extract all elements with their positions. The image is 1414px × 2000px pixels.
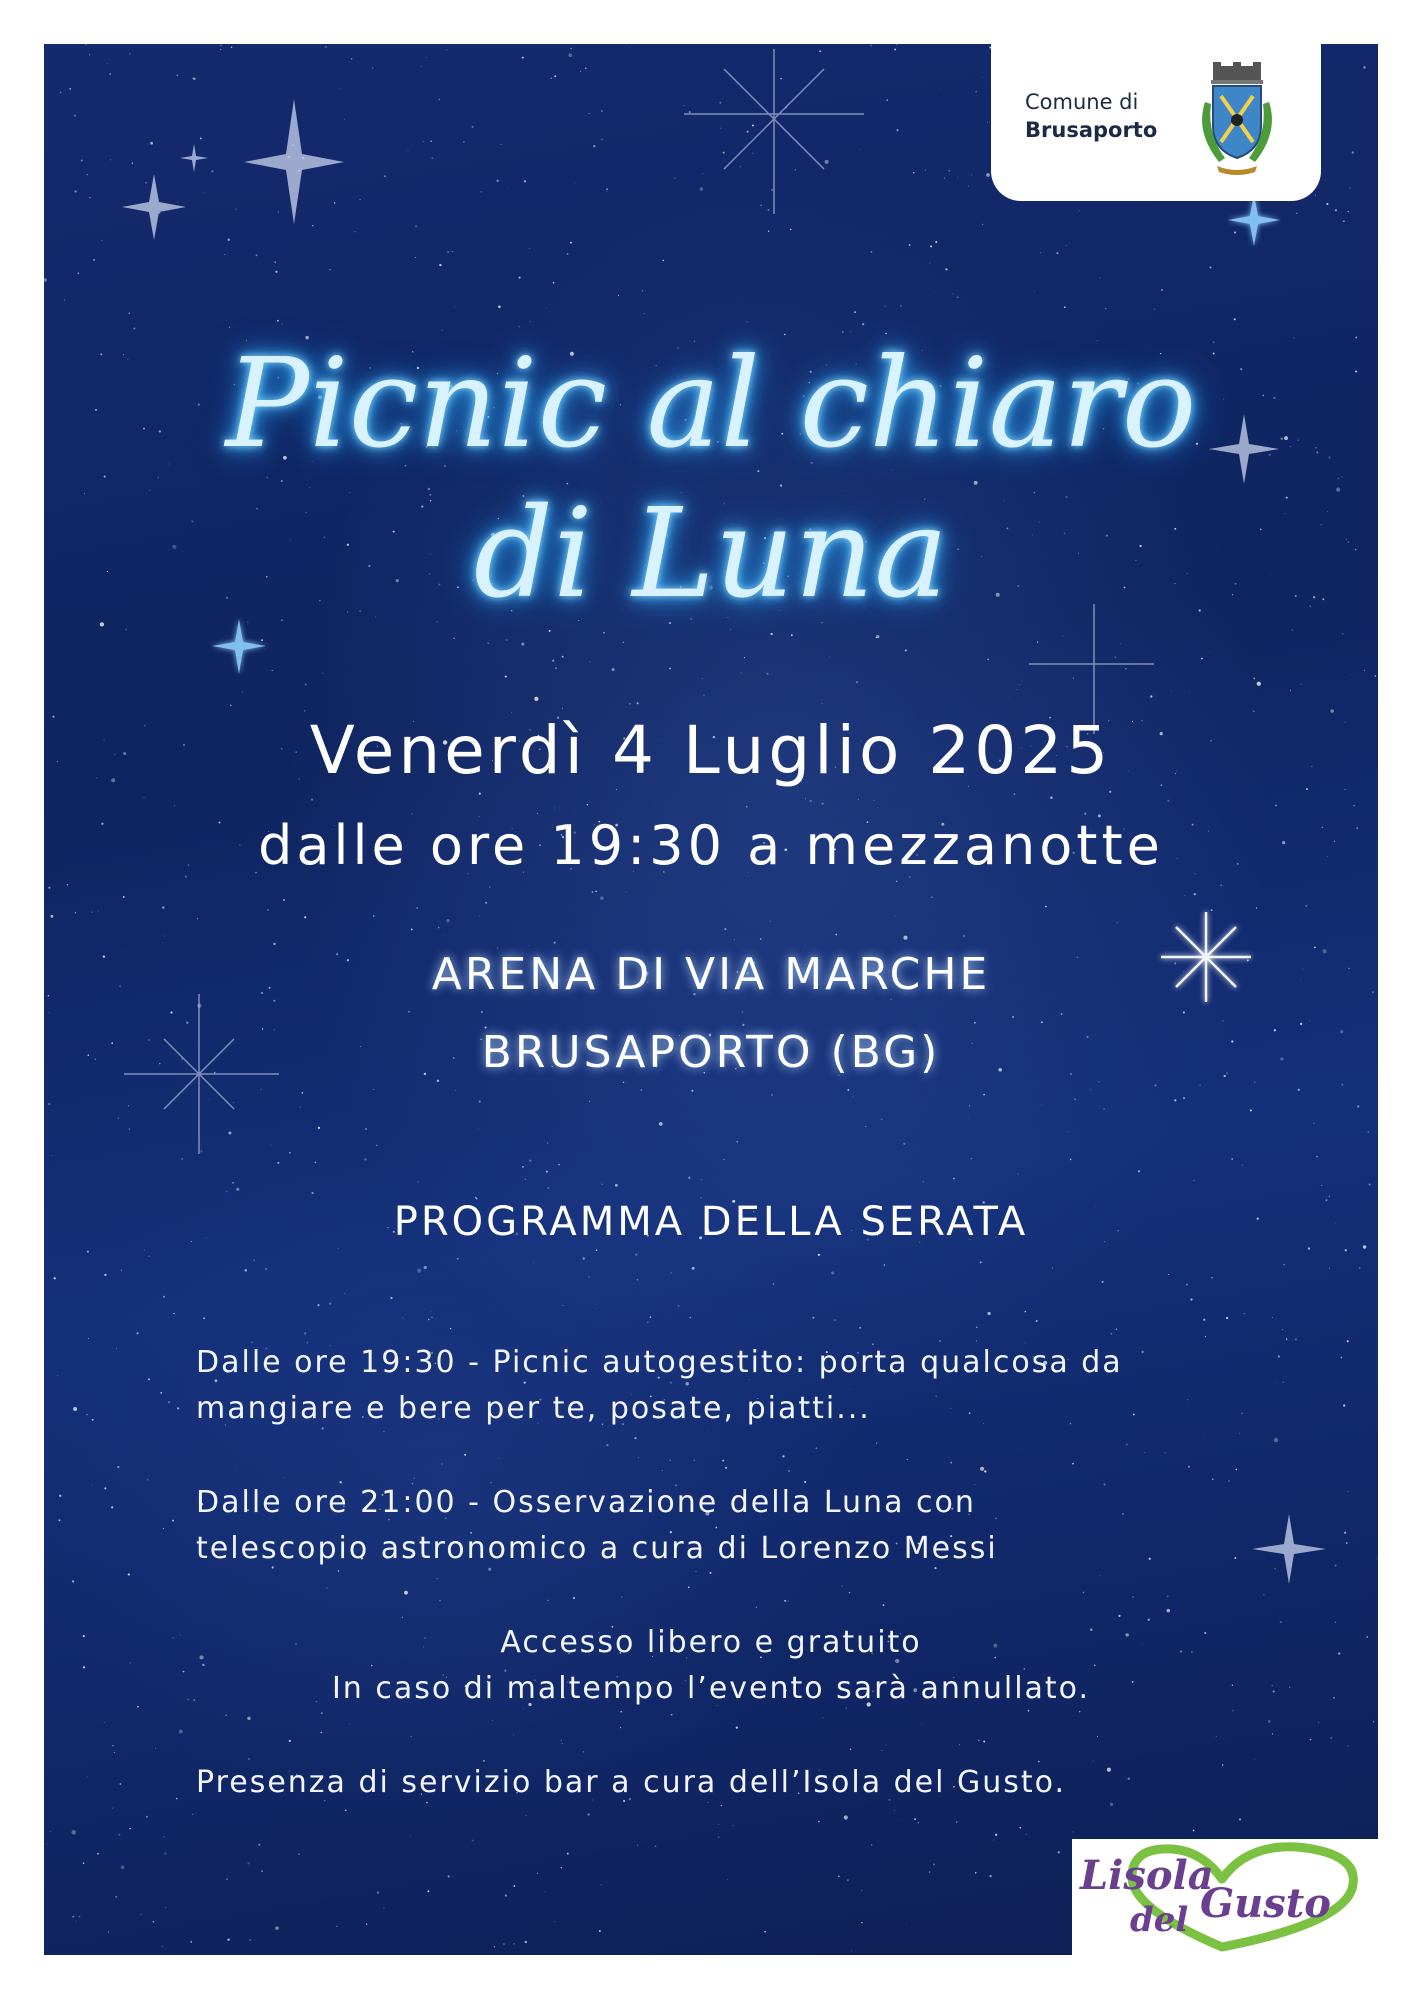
venue-line2: BRUSAPORTO (BG) [481,1027,941,1078]
program-heading: PROGRAMMA DELLA SERATA [393,1199,1029,1245]
bar-service-info: Presenza di servizio bar a cura dell’Isola del Gusto. [196,1765,1067,1800]
logo-line1: Comune di [1025,90,1139,114]
program-item2-line1: Dalle ore 21:00 - Osservazione della Luna con [196,1485,976,1520]
program-item1-line2: mangiare e bere per te, posate, piatti... [196,1391,871,1426]
event-title-line1: Picnic al chiaro [225,332,1197,476]
event-title-line2: di Luna [473,482,949,626]
weather-notice: In caso di maltempo l’evento sarà annullato. [331,1671,1091,1706]
coat-of-arms-icon [1191,62,1283,182]
sponsor-logo [1072,1839,1378,1955]
logo-line2: Brusaporto [1025,118,1158,142]
sponsor-word2: del [1130,1900,1189,1940]
access-info: Accesso libero e gratuito [500,1625,922,1660]
poster [44,44,1378,1955]
program-item2-line2: telescopio astronomico a cura di Lorenzo Messi [196,1531,998,1566]
municipality-logo [991,44,1321,201]
sponsor-word3: Gusto [1200,1880,1331,1927]
sponsor-word1: Lisola [1080,1852,1214,1899]
event-time: dalle ore 19:30 a mezzanotte [258,814,1164,877]
venue-line1: ARENA DI VIA MARCHE [431,949,991,1000]
program-item1-line1: Dalle ore 19:30 - Picnic autogestito: porta qualcosa da [196,1345,1123,1380]
event-date: Venerdì 4 Luglio 2025 [309,712,1113,789]
